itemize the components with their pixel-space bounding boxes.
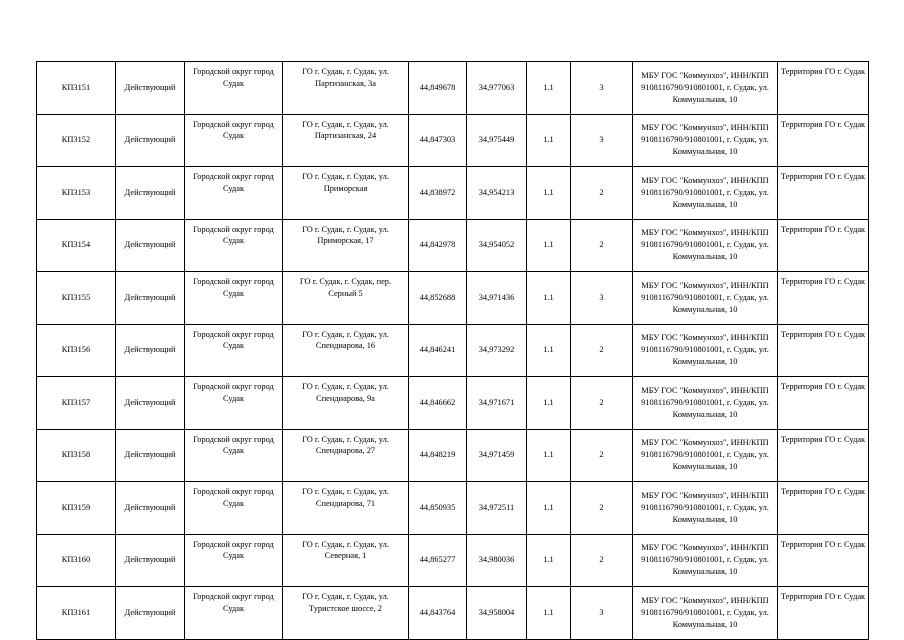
cell-id: КП3155	[37, 272, 116, 325]
cell-owner: МБУ ГОС "Коммунхоз", ИНН/КПП 9108116790/910801001, г. Судак, ул. Коммунальная, 10	[633, 62, 778, 115]
cell-territory: Территория ГО г. Судак	[778, 114, 869, 167]
cell-type: 1.1	[527, 114, 571, 167]
cell-district: Городской округ город Судак	[185, 534, 283, 587]
cell-owner: МБУ ГОС "Коммунхоз", ИНН/КПП 9108116790/910801001, г. Судак, ул. Коммунальная, 10	[633, 167, 778, 220]
table-row	[37, 167, 869, 220]
cell-type: 1.1	[527, 534, 571, 587]
table-row	[37, 114, 869, 167]
cell-longitude: 34,958004	[467, 587, 527, 640]
cell-longitude: 34,971459	[467, 429, 527, 482]
cell-longitude: 34,971436	[467, 272, 527, 325]
table-row	[37, 324, 869, 377]
cell-id: КП3152	[37, 114, 116, 167]
cell-latitude: 44,865277	[409, 534, 467, 587]
cell-longitude: 34,971671	[467, 377, 527, 430]
cell-address: ГО г. Судак, г. Судак, ул. Партизанская, 3а	[283, 62, 409, 115]
cell-address: ГО г. Судак, г. Судак, ул. Спендиарова, 16	[283, 324, 409, 377]
table-row	[37, 587, 869, 640]
cell-type: 1.1	[527, 587, 571, 640]
cell-territory: Территория ГО г. Судак	[778, 534, 869, 587]
cell-type: 1.1	[527, 62, 571, 115]
cell-status: Действующий	[116, 429, 185, 482]
cell-status: Действующий	[116, 377, 185, 430]
cell-status: Действующий	[116, 219, 185, 272]
cell-address: ГО г. Судак, г. Судак, ул. Партизанская, 24	[283, 114, 409, 167]
cell-owner: МБУ ГОС "Коммунхоз", ИНН/КПП 9108116790/910801001, г. Судак, ул. Коммунальная, 10	[633, 114, 778, 167]
cell-id: КП3157	[37, 377, 116, 430]
table-row	[37, 429, 869, 482]
cell-latitude: 44,847303	[409, 114, 467, 167]
cell-longitude: 34,980036	[467, 534, 527, 587]
cell-type: 1.1	[527, 324, 571, 377]
cell-status: Действующий	[116, 482, 185, 535]
cell-type: 1.1	[527, 377, 571, 430]
table-row	[37, 482, 869, 535]
cell-latitude: 44,843764	[409, 587, 467, 640]
cell-count: 2	[571, 429, 633, 482]
cell-type: 1.1	[527, 219, 571, 272]
cell-latitude: 44,848219	[409, 429, 467, 482]
cell-longitude: 34,972511	[467, 482, 527, 535]
cell-address: ГО г. Судак, г. Судак, ул. Туристское шоссе, 2	[283, 587, 409, 640]
cell-id: КП3159	[37, 482, 116, 535]
cell-address: ГО г. Судак, г. Судак, ул. Спендиарова, 71	[283, 482, 409, 535]
cell-latitude: 44,846241	[409, 324, 467, 377]
cell-district: Городской округ город Судак	[185, 272, 283, 325]
cell-address: ГО г. Судак, г. Судак, ул. Спендиарова, 9а	[283, 377, 409, 430]
cell-longitude: 34,973292	[467, 324, 527, 377]
cell-address: ГО г. Судак, г. Судак, ул. Приморская, 17	[283, 219, 409, 272]
cell-latitude: 44,850935	[409, 482, 467, 535]
cell-longitude: 34,975449	[467, 114, 527, 167]
cell-count: 3	[571, 587, 633, 640]
cell-latitude: 44,838972	[409, 167, 467, 220]
cell-owner: МБУ ГОС "Коммунхоз", ИНН/КПП 9108116790/910801001, г. Судак, ул. Коммунальная, 10	[633, 377, 778, 430]
cell-district: Городской округ город Судак	[185, 167, 283, 220]
cell-status: Действующий	[116, 167, 185, 220]
cell-type: 1.1	[527, 272, 571, 325]
cell-territory: Территория ГО г. Судак	[778, 324, 869, 377]
cell-latitude: 44,842978	[409, 219, 467, 272]
table-row	[37, 534, 869, 587]
cell-address: ГО г. Судак, г. Судак, ул. Спендиарова, 27	[283, 429, 409, 482]
table-row	[37, 219, 869, 272]
cell-latitude: 44,849678	[409, 62, 467, 115]
cell-territory: Территория ГО г. Судак	[778, 482, 869, 535]
cell-territory: Территория ГО г. Судак	[778, 377, 869, 430]
cell-district: Городской округ город Судак	[185, 114, 283, 167]
cell-territory: Территория ГО г. Судак	[778, 429, 869, 482]
cell-status: Действующий	[116, 587, 185, 640]
cell-count: 2	[571, 534, 633, 587]
cell-count: 3	[571, 272, 633, 325]
table-row	[37, 62, 869, 115]
cell-territory: Территория ГО г. Судак	[778, 62, 869, 115]
cell-longitude: 34,954052	[467, 219, 527, 272]
cell-address: ГО г. Судак, г. Судак, ул. Северная, 1	[283, 534, 409, 587]
cell-territory: Территория ГО г. Судак	[778, 272, 869, 325]
cell-count: 2	[571, 377, 633, 430]
cell-id: КП3160	[37, 534, 116, 587]
cell-status: Действующий	[116, 62, 185, 115]
cell-district: Городской округ город Судак	[185, 219, 283, 272]
cell-district: Городской округ город Судак	[185, 429, 283, 482]
cell-territory: Территория ГО г. Судак	[778, 167, 869, 220]
table-row	[37, 272, 869, 325]
cell-status: Действующий	[116, 324, 185, 377]
cell-type: 1.1	[527, 482, 571, 535]
cell-status: Действующий	[116, 534, 185, 587]
cell-address: ГО г. Судак, г. Судак, пер. Серный 5	[283, 272, 409, 325]
cell-district: Городской округ город Судак	[185, 377, 283, 430]
cell-owner: МБУ ГОС "Коммунхоз", ИНН/КПП 9108116790/910801001, г. Судак, ул. Коммунальная, 10	[633, 324, 778, 377]
cell-latitude: 44,846662	[409, 377, 467, 430]
registry-table	[36, 61, 869, 640]
cell-id: КП3158	[37, 429, 116, 482]
cell-id: КП3161	[37, 587, 116, 640]
cell-status: Действующий	[116, 272, 185, 325]
table-body	[37, 62, 869, 640]
cell-territory: Территория ГО г. Судак	[778, 587, 869, 640]
cell-district: Городской округ город Судак	[185, 482, 283, 535]
cell-address: ГО г. Судак, г. Судак, ул. Приморская	[283, 167, 409, 220]
cell-longitude: 34,954213	[467, 167, 527, 220]
cell-count: 3	[571, 114, 633, 167]
cell-id: КП3153	[37, 167, 116, 220]
table-row	[37, 377, 869, 430]
cell-owner: МБУ ГОС "Коммунхоз", ИНН/КПП 9108116790/910801001, г. Судак, ул. Коммунальная, 10	[633, 587, 778, 640]
cell-count: 2	[571, 219, 633, 272]
cell-type: 1.1	[527, 429, 571, 482]
cell-latitude: 44,852688	[409, 272, 467, 325]
cell-owner: МБУ ГОС "Коммунхоз", ИНН/КПП 9108116790/910801001, г. Судак, ул. Коммунальная, 10	[633, 429, 778, 482]
cell-id: КП3154	[37, 219, 116, 272]
cell-territory: Территория ГО г. Судак	[778, 219, 869, 272]
cell-id: КП3156	[37, 324, 116, 377]
cell-status: Действующий	[116, 114, 185, 167]
cell-district: Городской округ город Судак	[185, 324, 283, 377]
cell-count: 2	[571, 324, 633, 377]
cell-type: 1.1	[527, 167, 571, 220]
cell-owner: МБУ ГОС "Коммунхоз", ИНН/КПП 9108116790/910801001, г. Судак, ул. Коммунальная, 10	[633, 272, 778, 325]
cell-count: 2	[571, 482, 633, 535]
cell-owner: МБУ ГОС "Коммунхоз", ИНН/КПП 9108116790/910801001, г. Судак, ул. Коммунальная, 10	[633, 219, 778, 272]
cell-district: Городской округ город Судак	[185, 62, 283, 115]
cell-count: 2	[571, 167, 633, 220]
cell-district: Городской округ город Судак	[185, 587, 283, 640]
cell-owner: МБУ ГОС "Коммунхоз", ИНН/КПП 9108116790/910801001, г. Судак, ул. Коммунальная, 10	[633, 482, 778, 535]
cell-id: КП3151	[37, 62, 116, 115]
cell-longitude: 34,977063	[467, 62, 527, 115]
cell-owner: МБУ ГОС "Коммунхоз", ИНН/КПП 9108116790/910801001, г. Судак, ул. Коммунальная, 10	[633, 534, 778, 587]
cell-count: 3	[571, 62, 633, 115]
